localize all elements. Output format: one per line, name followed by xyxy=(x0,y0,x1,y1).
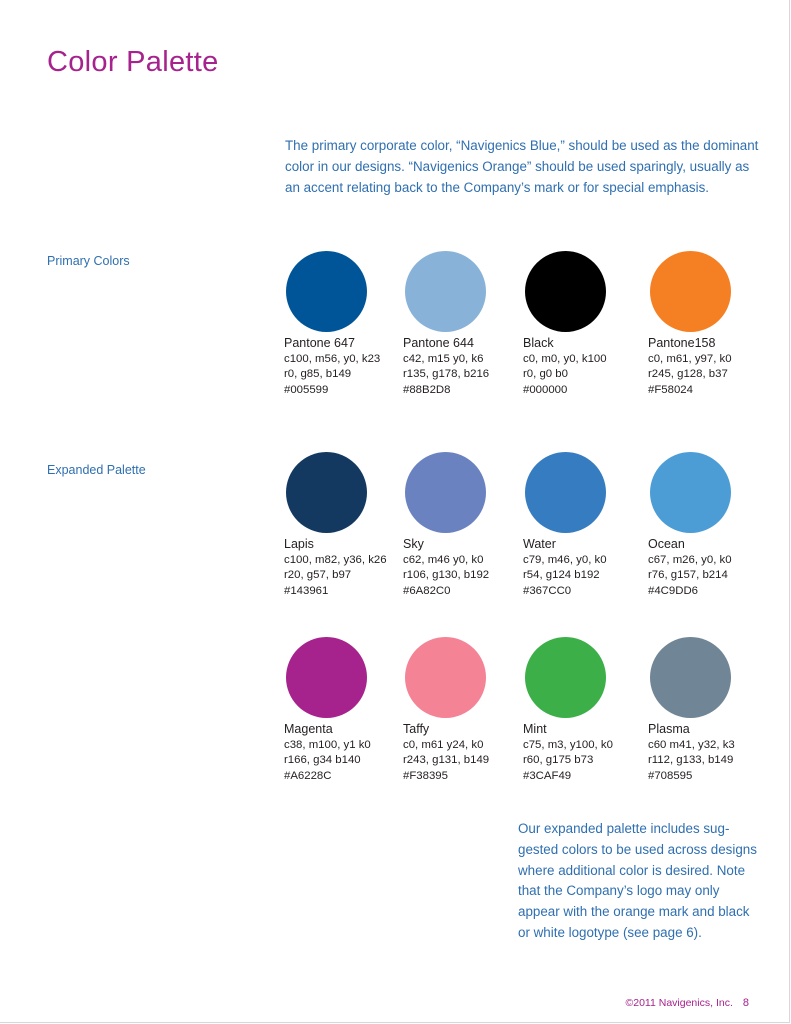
swatch-hex: #4C9DD6 xyxy=(648,584,699,597)
swatch-rgb: r166, g34 b140 xyxy=(284,754,361,766)
swatch-cmyk: c0, m0, y0, k100 xyxy=(523,352,607,365)
swatch-cmyk: c62, m46 y0, k0 xyxy=(403,553,484,566)
color-circle xyxy=(525,452,606,533)
swatch-name: Mint xyxy=(523,722,547,736)
swatch-magenta xyxy=(284,637,404,784)
color-circle xyxy=(525,637,606,718)
swatch-rgb: r76, g157, b214 xyxy=(648,569,728,581)
color-circle xyxy=(286,452,367,533)
swatch-name: Plasma xyxy=(648,722,690,736)
swatch-rgb: r112, g133, b149 xyxy=(648,754,734,766)
swatch-name: Pantone158 xyxy=(648,336,716,350)
intro-paragraph: The primary corporate color, “Navigenics Blue,” should be used as the dominant color in our designs. “Navigenics Orange” should be used sparingly, usually as an accent relating back to the Company’s mark or for special emphasis. xyxy=(285,138,759,195)
swatch-black xyxy=(523,251,643,398)
swatch-water xyxy=(523,452,643,599)
color-circle xyxy=(405,251,486,332)
color-circle xyxy=(650,637,731,718)
swatch-name: Black xyxy=(523,336,554,350)
swatch-name: Pantone 644 xyxy=(403,336,474,350)
swatch-rgb: r60, g175 b73 xyxy=(523,754,594,766)
swatch-sky xyxy=(403,452,523,599)
swatch-cmyk: c79, m46, y0, k0 xyxy=(523,553,607,566)
swatch-mint xyxy=(523,637,643,784)
swatch-cmyk: c0, m61 y24, k0 xyxy=(403,738,484,751)
swatch-cmyk: c0, m61, y97, k0 xyxy=(648,352,732,365)
swatch-name: Lapis xyxy=(284,537,314,551)
swatch-plasma xyxy=(648,637,768,784)
swatch-pantone-644 xyxy=(403,251,523,398)
color-circle xyxy=(286,637,367,718)
color-circle xyxy=(286,251,367,332)
swatch-rgb: r54, g124 b192 xyxy=(523,569,600,581)
swatch-name: Pantone 647 xyxy=(284,336,355,350)
swatch-name: Water xyxy=(523,537,556,551)
swatch-hex: #88B2D8 xyxy=(403,383,451,396)
page-number: 8 xyxy=(742,997,749,1009)
page-title: Color Palette xyxy=(47,46,219,78)
swatch-lapis xyxy=(284,452,404,599)
swatch-pantone-647 xyxy=(284,251,404,398)
color-circle xyxy=(405,452,486,533)
swatch-hex: #6A82C0 xyxy=(403,584,451,597)
expanded-palette-label: Expanded Palette xyxy=(47,463,146,477)
swatch-hex: #A6228C xyxy=(284,769,332,782)
swatch-hex: #005599 xyxy=(284,383,329,396)
swatch-hex: #367CC0 xyxy=(523,584,572,597)
swatch-cmyk: c60 m41, y32, k3 xyxy=(648,738,735,751)
swatch-hex: #3CAF49 xyxy=(523,769,572,782)
swatch-rgb: r243, g131, b149 xyxy=(403,754,490,766)
primary-colors-label: Primary Colors xyxy=(47,254,130,268)
copyright-text: ©2011 Navigenics, Inc. xyxy=(625,997,733,1009)
page-footer xyxy=(626,997,749,1009)
swatch-cmyk: c38, m100, y1 k0 xyxy=(284,738,371,751)
swatch-name: Taffy xyxy=(403,722,430,736)
swatch-rgb: r0, g0 b0 xyxy=(523,368,568,380)
swatch-rgb: r135, g178, b216 xyxy=(403,368,490,380)
swatch-hex: #F38395 xyxy=(403,769,448,782)
swatch-rgb: r20, g57, b97 xyxy=(284,569,352,581)
swatch-hex: #000000 xyxy=(523,383,568,396)
swatch-name: Magenta xyxy=(284,722,333,736)
swatch-rgb: r106, g130, b192 xyxy=(403,569,490,581)
swatch-hex: #F58024 xyxy=(648,383,693,396)
swatch-pantone-158 xyxy=(648,251,768,398)
expanded-palette-note: Our expanded palette includes sug-gested colors to be used across designs where additional color is desired. Note that the Company’s logo may only appear with the orange mark and black or white logotype (see page 6). xyxy=(518,821,757,940)
swatch-hex: #708595 xyxy=(648,769,693,782)
swatch-cmyk: c100, m82, y36, k26 xyxy=(284,553,387,566)
swatch-hex: #143961 xyxy=(284,584,329,597)
swatch-cmyk: c67, m26, y0, k0 xyxy=(648,553,732,566)
swatch-cmyk: c75, m3, y100, k0 xyxy=(523,738,613,751)
swatch-taffy xyxy=(403,637,523,784)
swatch-cmyk: c42, m15 y0, k6 xyxy=(403,352,484,365)
color-circle xyxy=(525,251,606,332)
swatch-rgb: r0, g85, b149 xyxy=(284,368,352,380)
color-circle xyxy=(650,452,731,533)
swatch-name: Sky xyxy=(403,537,424,551)
swatch-name: Ocean xyxy=(648,537,685,551)
swatch-ocean xyxy=(648,452,768,599)
swatch-rgb: r245, g128, b37 xyxy=(648,368,728,380)
swatch-cmyk: c100, m56, y0, k23 xyxy=(284,352,381,365)
color-circle xyxy=(650,251,731,332)
color-circle xyxy=(405,637,486,718)
